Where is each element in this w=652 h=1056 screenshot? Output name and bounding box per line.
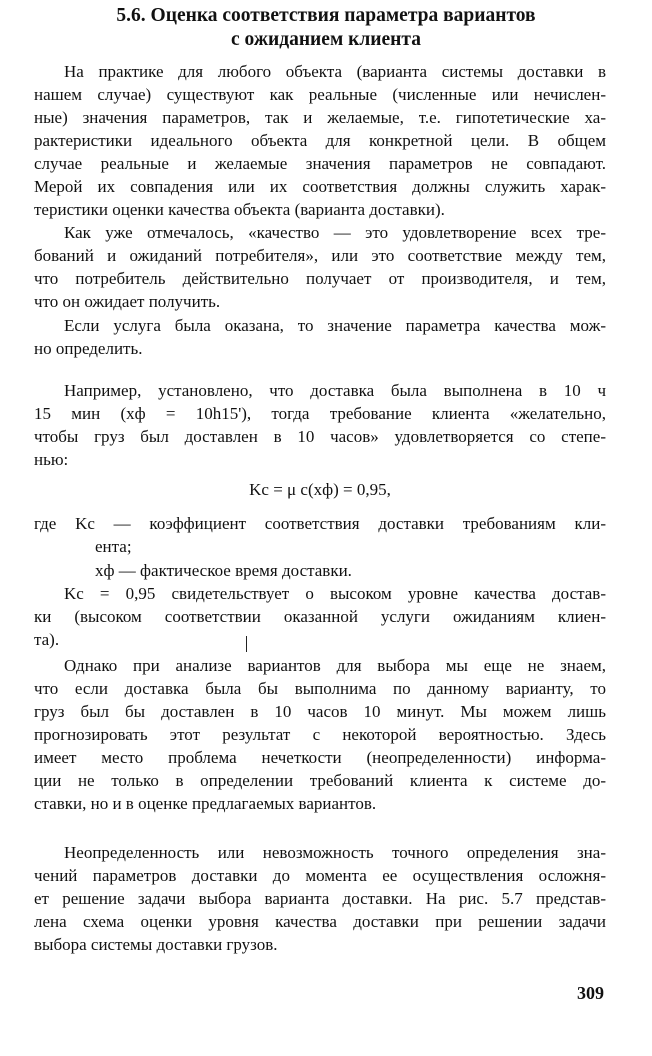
section-heading-line-1: 5.6. Оценка соответствия параметра вариантов <box>116 5 536 26</box>
paragraph-5-line: Kс = 0,95 свидетельствует о высоком уровне качества достав- <box>64 584 606 603</box>
paragraph-2-line: что потребитель действительно получает от производителя, и тем, <box>34 269 606 288</box>
paragraph-3-line: но определить. <box>34 339 143 358</box>
paragraph-1-line: Мерой их совпадения или их соответствия должны служить харак- <box>34 177 606 196</box>
paragraph-7-line: Неопределенность или невозможность точного определения зна- <box>64 843 606 862</box>
paragraph-1-line: теристики оценки качества объекта (варианта доставки). <box>34 200 445 219</box>
paragraph-1-line: рактеристики идеального объекта для конкретной цели. В общем <box>34 131 606 150</box>
paragraph-7-line: ет решение задачи выбора варианта доставки. На рис. 5.7 представ- <box>34 889 606 908</box>
formula-line: Kс = μ с(xф) = 0,95, <box>249 480 391 499</box>
text-cursor <box>246 636 247 652</box>
paragraph-2-line: что он ожидает получить. <box>34 292 221 311</box>
paragraph-7-line: чений параметров доставки до момента ее осуществления осложня- <box>34 866 606 885</box>
paragraph-2-line: бований и ожиданий потребителя», или это соответствие между тем, <box>34 246 606 265</box>
paragraph-5-line: та). <box>34 630 60 649</box>
paragraph-1-line: На практике для любого объекта (варианта системы доставки в <box>64 62 606 81</box>
paragraph-6-line: прогнозировать этот результат с некоторой вероятностью. Здесь <box>34 725 606 744</box>
paragraph-7-line: лена схема оценки уровня качества доставки при решении задачи <box>34 912 606 931</box>
page-number: 309 <box>577 983 604 1003</box>
paragraph-4-line: нью: <box>34 450 69 469</box>
paragraph-1-line: ные) значения параметров, так и желаемые, т.е. гипотетические ха- <box>34 108 606 127</box>
definition-line: где Kс — коэффициент соответствия доставки требованиям кли- <box>34 514 606 533</box>
paragraph-7-line: выбора системы доставки грузов. <box>34 935 278 954</box>
definition-line: xф — фактическое время доставки. <box>95 561 352 580</box>
paragraph-4-line: Например, установлено, что доставка была выполнена в 10 ч <box>64 381 606 400</box>
paragraph-6-line: ставки, но и в оценке предлагаемых вариантов. <box>34 794 377 813</box>
paragraph-2-line: Как уже отмечалось, «качество — это удовлетворение всех тре- <box>64 223 606 242</box>
paragraph-1-line: случае реальные и желаемые значения параметров не совпадают. <box>34 154 606 173</box>
paragraph-6-line: ции не только в определении требований клиента к системе до- <box>34 771 606 790</box>
paragraph-6-line: Однако при анализе вариантов для выбора мы еще не знаем, <box>64 656 606 675</box>
section-heading-line-2: с ожиданием клиента <box>231 29 421 50</box>
paragraph-4-line: 15 мин (xф = 10h15'), тогда требование клиента «желательно, <box>34 404 606 423</box>
paragraph-5-line: ки (высоком соответствии оказанной услуги ожиданиям клиен- <box>34 607 606 626</box>
paragraph-4-line: чтобы груз был доставлен в 10 часов» удовлетворяется со степе- <box>34 427 606 446</box>
paragraph-1-line: нашем случае) существуют как реальные (численные или нечислен- <box>34 85 606 104</box>
definition-line: ента; <box>95 537 132 556</box>
paragraph-6-line: что если доставка была бы выполнима по данному варианту, то <box>34 679 606 698</box>
paragraph-6-line: груз был бы доставлен в 10 часов 10 минут. Мы можем лишь <box>34 702 606 721</box>
paragraph-6-line: имеет место проблема нечеткости (неопределенности) информа- <box>34 748 606 767</box>
paragraph-3-line: Если услуга была оказана, то значение параметра качества мож- <box>64 316 606 335</box>
